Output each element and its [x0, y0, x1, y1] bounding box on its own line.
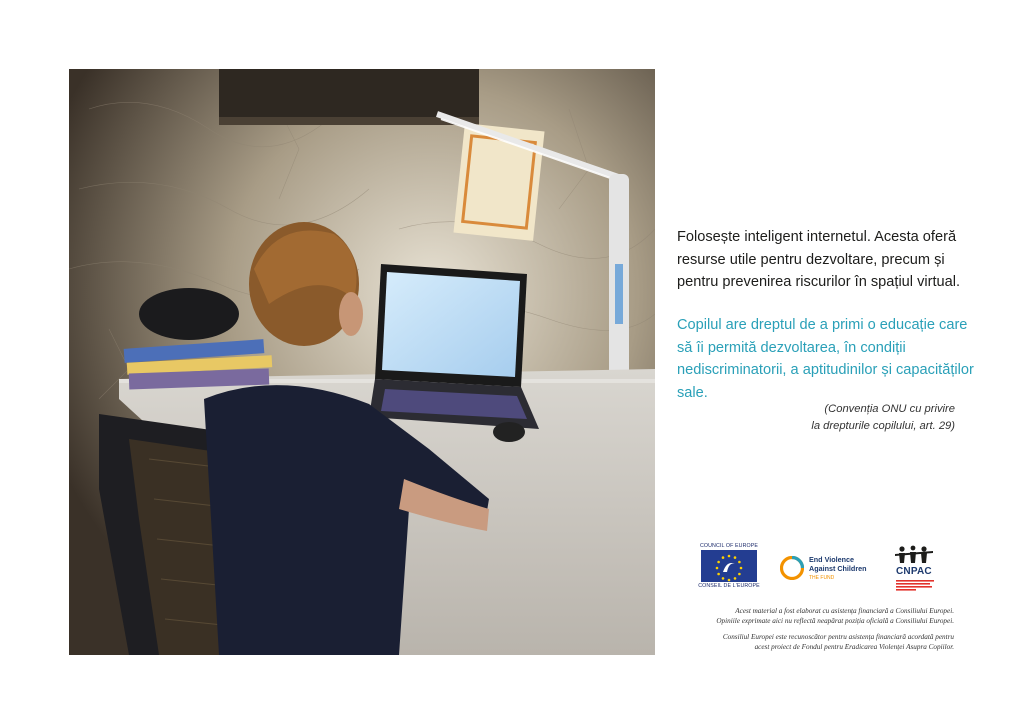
cnpac-subtitle-lines — [896, 579, 936, 591]
coe-flag-icon — [701, 550, 757, 582]
council-of-europe-logo — [698, 543, 760, 591]
laptop-screen — [382, 272, 520, 377]
partner-logos — [698, 543, 958, 593]
mouse — [493, 422, 525, 442]
pencil-case — [139, 288, 239, 340]
funding-disclaimer — [640, 606, 954, 658]
photo-illustration — [69, 69, 655, 655]
end-violence-name: End Violence Against Children — [809, 555, 867, 573]
disclaimer-paragraph-2: Consiliul Europei este recunoscător pentru asistența financiară acordată pentru acest proiect de Fondul pentru Eradicarea Violenței Asupra Copiilor. — [722, 633, 954, 651]
disclaimer-paragraph-1: Acest material a fost elaborat cu asistența financiară a Consiliului Europei. Opiniile exprimate aici nu reflectă neapărat poziția oficială a Consiliului Europei. — [716, 607, 954, 625]
coe-label-fr: CONSEIL DE L'EUROPE — [698, 583, 760, 589]
child-at-laptop-photo — [69, 69, 655, 655]
end-violence-circle-icon — [780, 556, 804, 580]
citation — [690, 401, 955, 434]
cnpac-figures-icon — [893, 545, 937, 565]
rights-message: Copilul are dreptul de a primi o educație care să îi permită dezvoltarea, în condiții nediscriminatorii, a aptitudinilor și capacităților sale. — [677, 317, 974, 401]
cnpac-name: CNPAC — [896, 566, 932, 577]
laptop — [369, 264, 539, 429]
citation-line-2: la drepturile copilului, art. 29) — [811, 419, 955, 432]
end-violence-logo — [780, 554, 880, 586]
end-violence-fund-label: THE FUND — [809, 575, 835, 581]
cnpac-logo — [893, 545, 937, 591]
coe-label-en: COUNCIL OF EUROPE — [699, 543, 758, 549]
citation-line-1: (Convenția ONU cu privire — [824, 403, 955, 415]
main-message: Folosește inteligent internetul. Acesta oferă resurse utile pentru dezvoltare, precum și pentru prevenirea riscurilor în spațiul virtual. — [677, 229, 961, 290]
